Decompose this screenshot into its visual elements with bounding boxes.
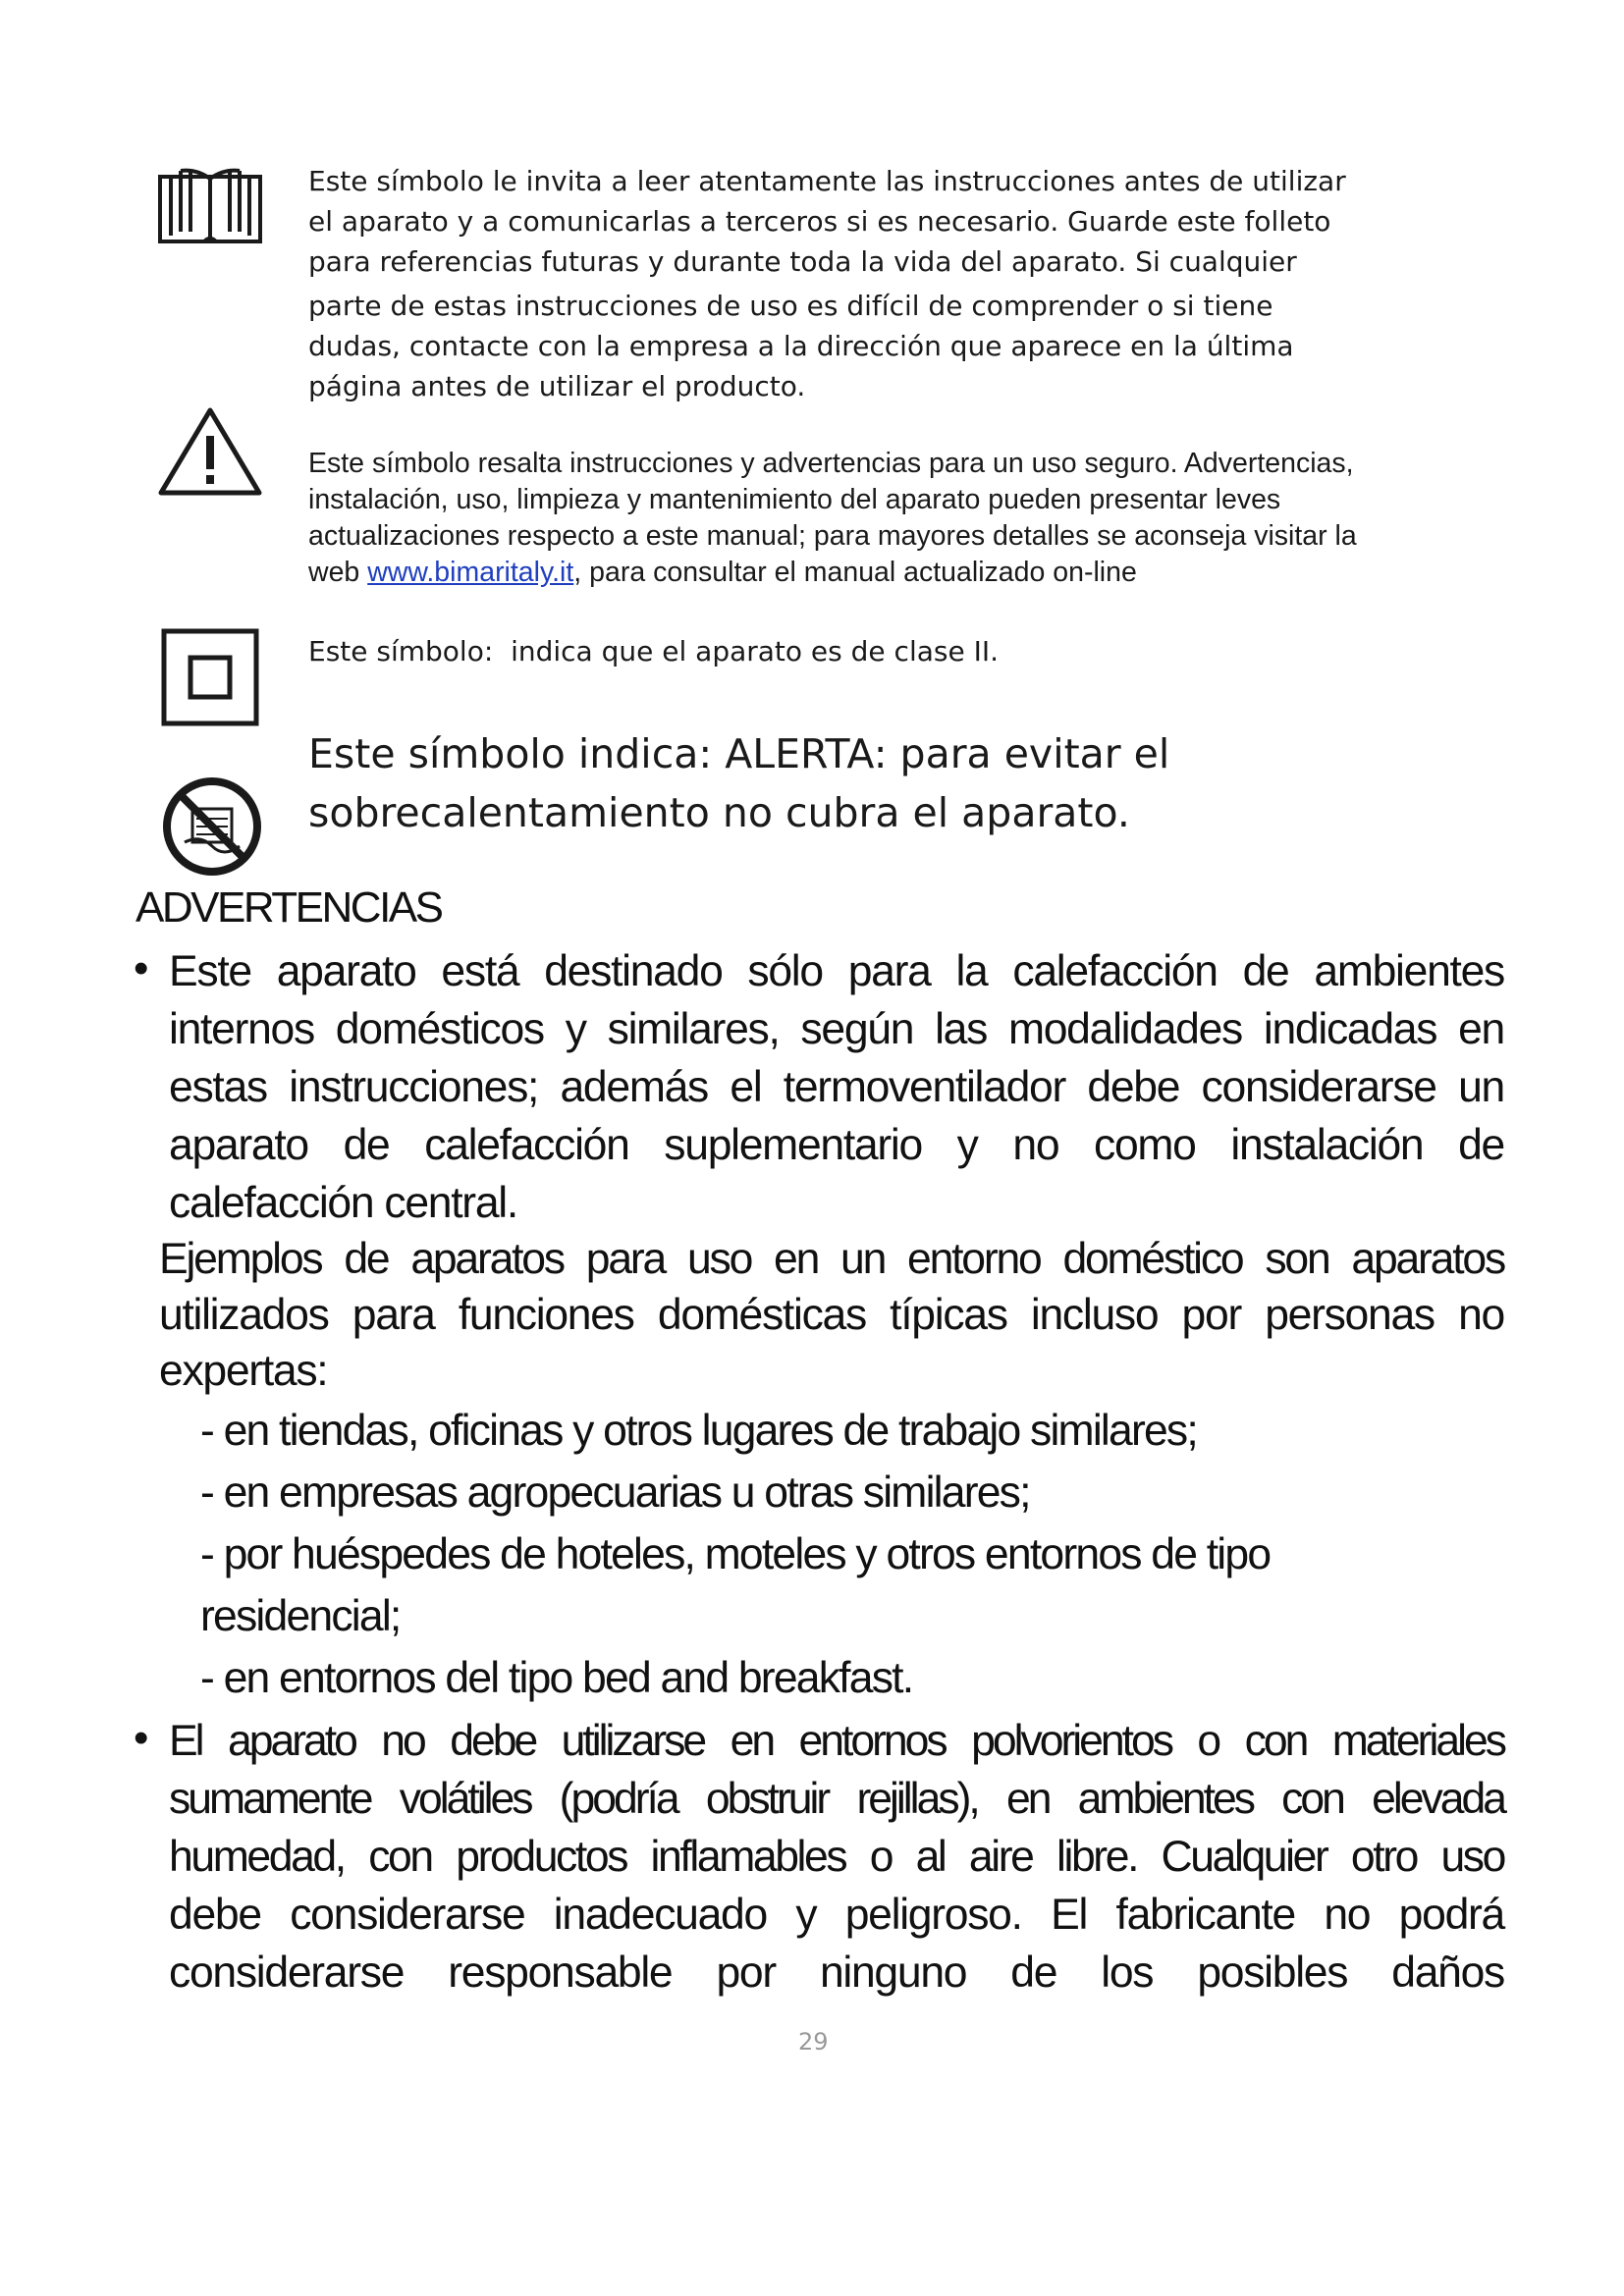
bullet-icon: • [134, 944, 149, 992]
examples-list [200, 1400, 1270, 1709]
text-line: sumamente volátiles (podría obstruir rejillas), en ambientes con elevada [169, 1775, 1504, 1823]
book-symbol-text [308, 161, 1346, 406]
list-item: - en tiendas, oficinas y otros lugares de trabajo similares; [200, 1407, 1197, 1455]
list-item: - por huéspedes de hoteles, moteles y otros entornos de tipo [200, 1530, 1271, 1578]
text-line: el aparato y a comunicarlas a terceros si es necesario. Guarde este folleto [308, 205, 1331, 238]
text-line: página antes de utilizar el producto. [308, 370, 806, 402]
class-ii-double-square-icon [161, 628, 259, 726]
text-line: humedad, con productos inflamables o al aire libre. Cualquier otro uso [169, 1833, 1504, 1881]
text-line: Este aparato está destinado sólo para la calefacción de ambientes [169, 947, 1504, 995]
text-line: debe considerarse inadecuado y peligroso. El fabricante no podrá [169, 1891, 1504, 1939]
bullet-icon: • [134, 1714, 149, 1762]
do-not-cover-icon [161, 775, 263, 878]
text-line: para referencias futuras y durante toda la vida del aparato. Si cualquier [308, 245, 1297, 278]
list-item: residencial; [200, 1592, 401, 1640]
warning-triangle-icon [157, 404, 263, 499]
page-number: 29 [798, 2028, 829, 2056]
text-line: Este símbolo le invita a leer atentamente las instrucciones antes de utilizar [308, 165, 1346, 197]
list-item: - en entornos del tipo bed and breakfast. [200, 1654, 913, 1702]
text-line: internos domésticos y similares, según las modalidades indicadas en [169, 1005, 1504, 1053]
website-link[interactable]: www.bimaritaly.it [367, 557, 574, 588]
text-line [308, 555, 1357, 591]
text-line: parte de estas instrucciones de uso es difícil de comprender o si tiene [308, 290, 1273, 322]
examples-paragraph [159, 1231, 1504, 1399]
text-line: dudas, contacte con la empresa a la dirección que aparece en la última [308, 330, 1294, 362]
warnings-heading: ADVERTENCIAS [135, 883, 442, 932]
text-line: aparato de calefacción suplementario y no como instalación de [169, 1121, 1504, 1169]
warning-symbol-text [308, 446, 1357, 591]
web-prefix: web [308, 557, 368, 588]
text-line: considerarse responsable por ninguno de los posibles daños [169, 1949, 1504, 1997]
web-suffix: , para consultar el manual actualizado on-line [573, 557, 1137, 588]
text-line: expertas: [159, 1347, 328, 1395]
text-line: estas instrucciones; además el termoventilador debe considerarse un [169, 1063, 1504, 1111]
text-line: Este símbolo resalta instrucciones y advertencias para un uso seguro. Advertencias, [308, 448, 1354, 479]
no-cover-symbol-text [308, 724, 1169, 842]
class-ii-symbol-text [308, 631, 999, 671]
text-line: calefacción central. [169, 1179, 517, 1227]
warning-item-1 [169, 942, 1504, 1232]
text-line: instalación, uso, limpieza y mantenimiento del aparato pueden presentar leves [308, 484, 1281, 515]
open-book-icon [157, 167, 263, 245]
text-line: actualizaciones respecto a este manual; para mayores detalles se aconseja visitar la [308, 520, 1357, 552]
warning-item-2 [169, 1712, 1504, 2002]
text-line: sobrecalentamiento no cubra el aparato. [308, 789, 1130, 836]
text-line: Este símbolo: indica que el aparato es de clase II. [308, 635, 1000, 667]
text-line: utilizados para funciones domésticas típicas incluso por personas no [159, 1291, 1504, 1339]
text-line: El aparato no debe utilizarse en entornos polvorientos o con materiales [169, 1717, 1504, 1765]
list-item: - en empresas agropecuarias u otras similares; [200, 1468, 1030, 1517]
text-line: Ejemplos de aparatos para uso en un entorno doméstico son aparatos [159, 1235, 1504, 1283]
text-line: Este símbolo indica: ALERTA: para evitar el [308, 730, 1170, 777]
